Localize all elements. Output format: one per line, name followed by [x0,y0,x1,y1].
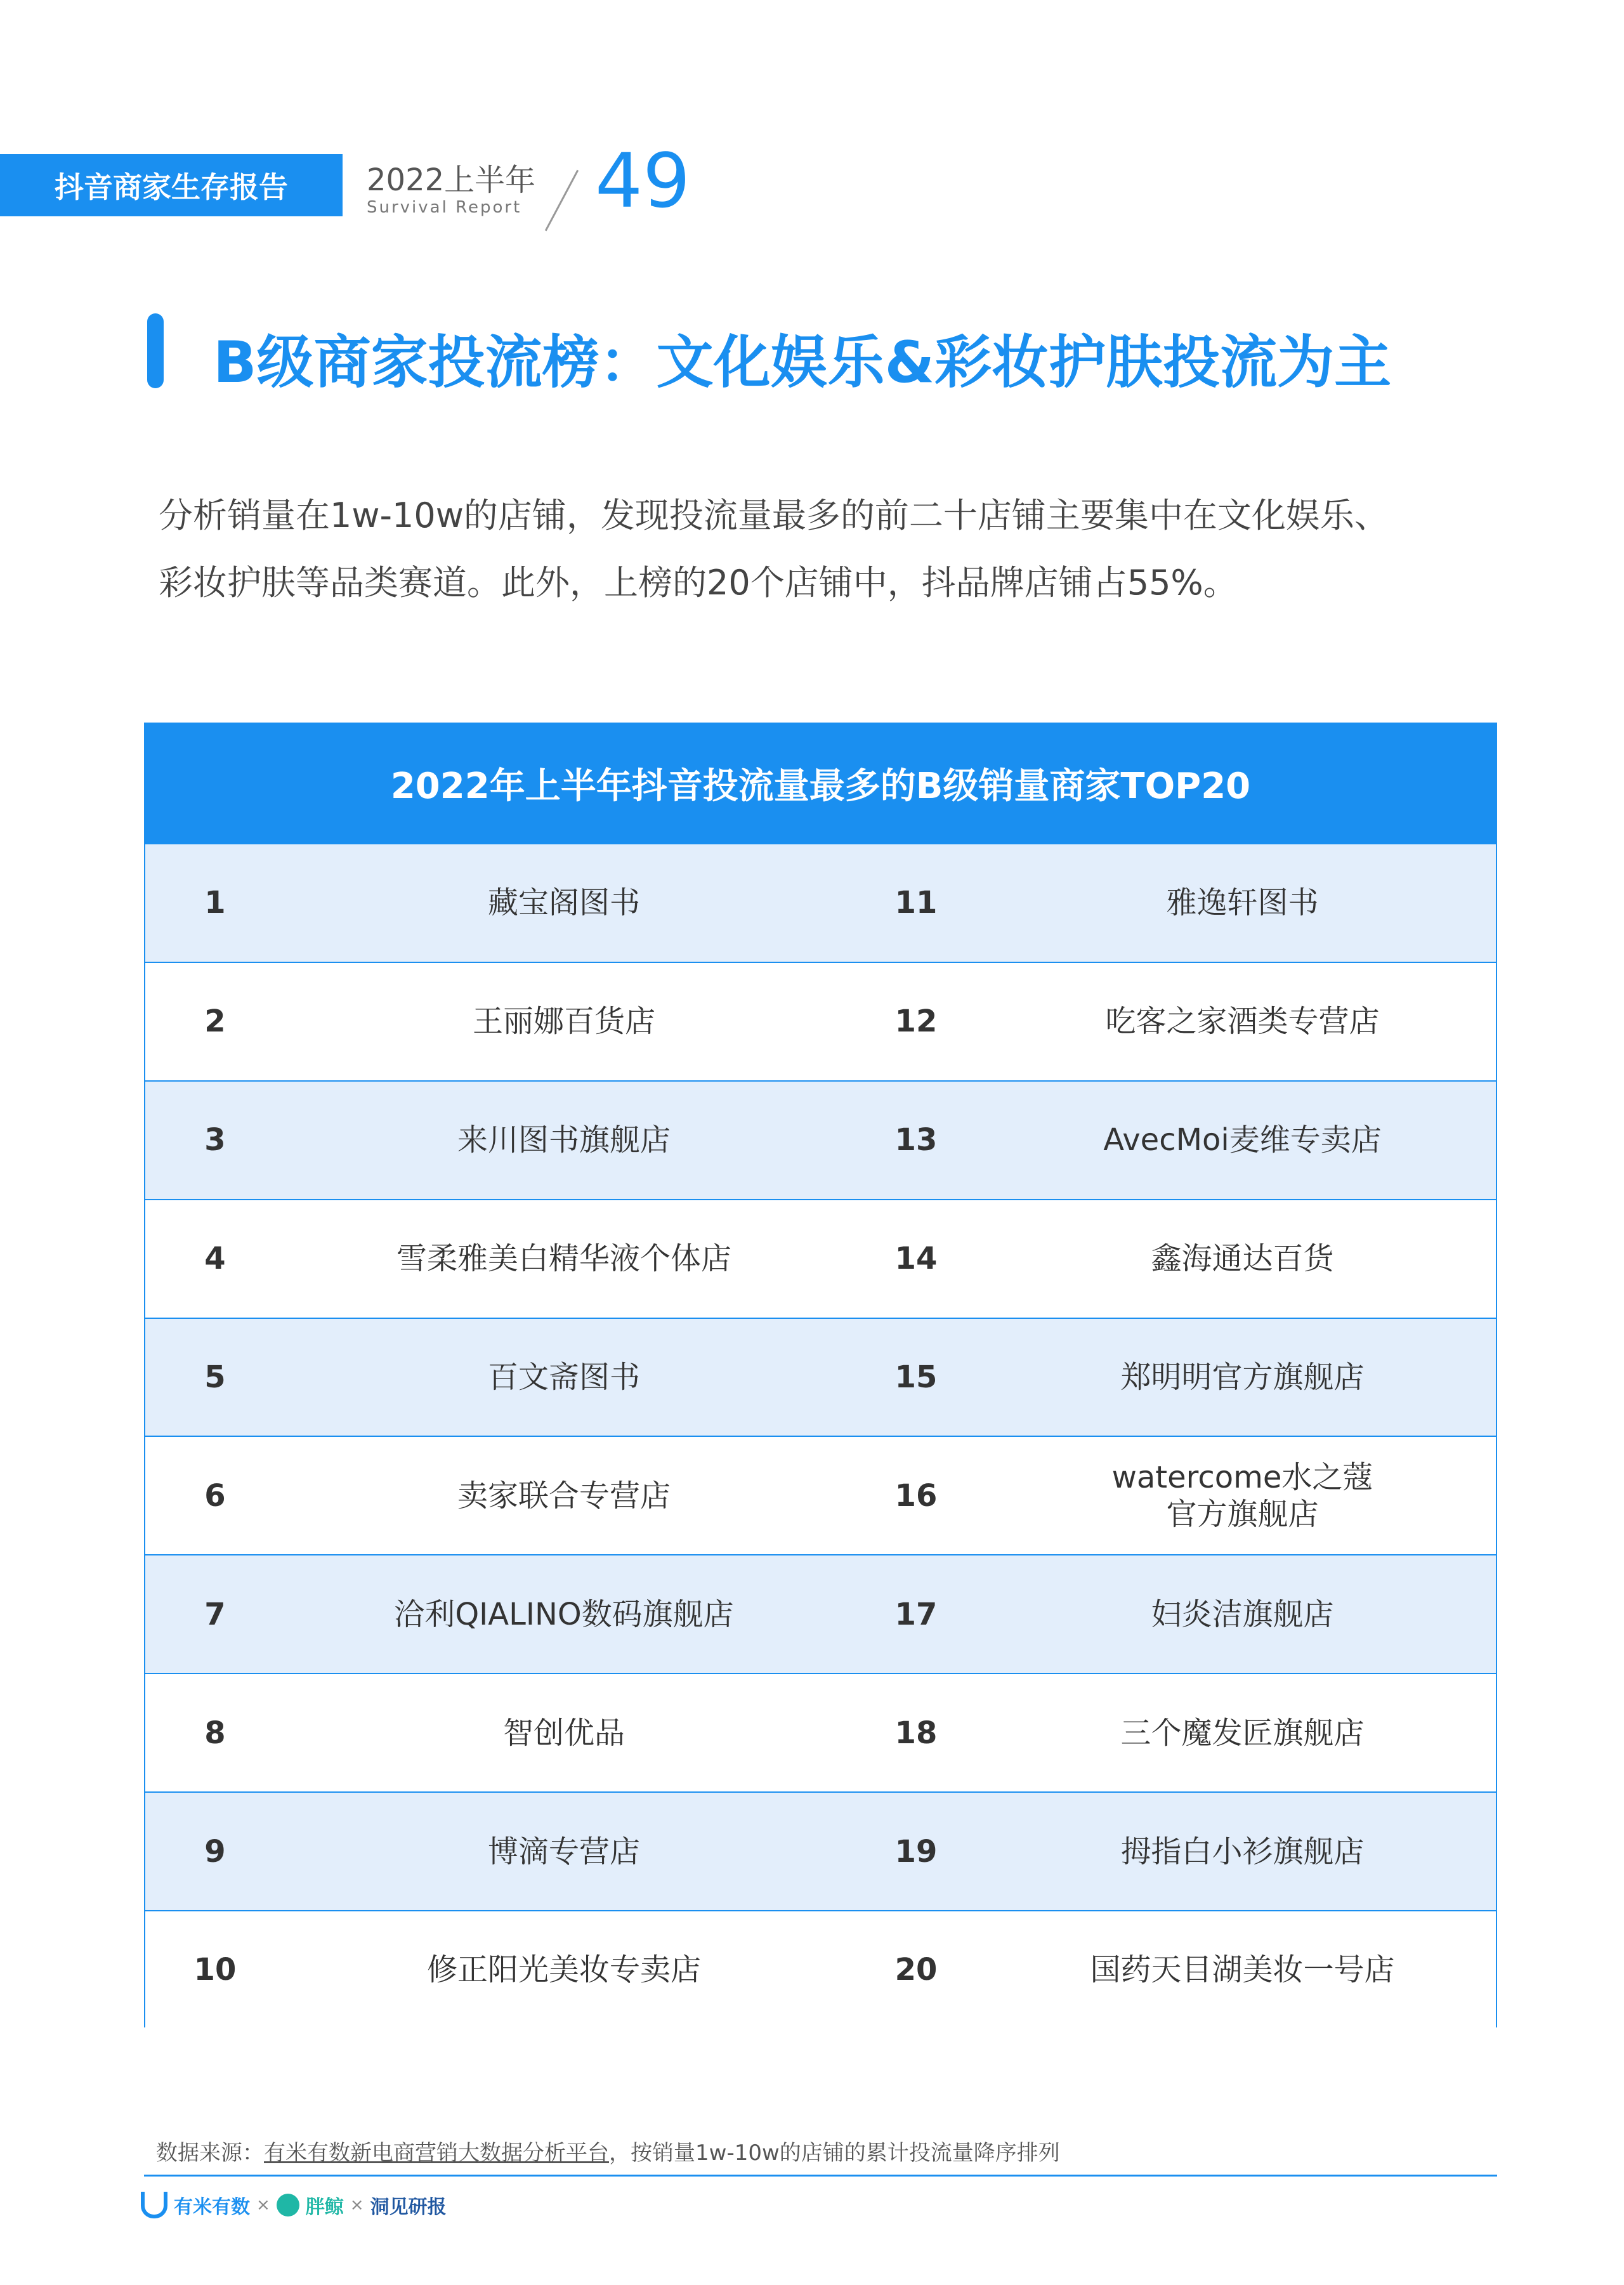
store-name-right-text: watercome水之蔻 官方旗舰店 [1111,1459,1373,1532]
store-name-right-cell [989,1437,1496,1554]
store-name-right-cell [989,1555,1496,1673]
logo-separator: × [256,2196,270,2215]
store-name-right-cell [989,1911,1496,2029]
rank-right-text: 16 [894,1477,938,1514]
youmi-logo-text: 有米有数 [174,2196,250,2218]
store-name-right-text: 国药天目湖美妆一号店 [1090,1952,1395,1988]
intro-line: 分析销量在1w-10w的店铺，发现投流量最多的前二十店铺主要集中在文化娱乐、 [159,495,1389,535]
rank-right-cell [843,1911,989,2029]
rank-right-text: 11 [894,885,938,921]
table-row [145,1199,1496,1318]
rank-left-cell [145,963,285,1080]
rank-right-text: 13 [894,1122,938,1158]
store-name-left-cell [285,1911,843,2029]
store-name-left-cell [285,1674,843,1791]
store-name-right-cell [989,844,1496,962]
rank-right-cell [843,963,989,1080]
pangjing-logo-icon [277,2194,299,2216]
store-name-left-text: 百文斋图书 [487,1359,640,1395]
source-prefix: 数据来源： [156,2140,264,2166]
rank-left-text: 2 [204,1004,226,1040]
source-suffix: ，按销量1w-10w的店铺的累计投流量降序排列 [609,2140,1060,2166]
store-name-left-text: 藏宝阁图书 [487,885,640,921]
store-name-right-cell [989,1793,1496,1910]
rank-left-text: 5 [204,1359,226,1395]
pangjing-logo-text: 胖鲸 [305,2196,344,2218]
table-row [145,1436,1496,1554]
store-name-right-text: 三个魔发匠旗舰店 [1120,1715,1365,1751]
rank-right-cell [843,1437,989,1554]
ranking-table [144,723,1497,2027]
rank-left-text: 10 [193,1952,237,1988]
youmi-logo-icon [141,2192,167,2218]
rank-right-cell [843,1200,989,1318]
store-name-left-cell [285,963,843,1080]
store-name-left-cell [285,1319,843,1436]
store-name-right-text: 郑明明官方旗舰店 [1120,1359,1365,1395]
rank-left-text: 8 [204,1715,226,1751]
rank-right-text: 12 [894,1004,938,1040]
table-row [145,1554,1496,1673]
rank-right-text: 14 [894,1241,938,1277]
rank-left-text: 7 [204,1596,226,1632]
store-name-right-text: 鑫海通达百货 [1151,1241,1334,1277]
rank-right-cell [843,1319,989,1436]
store-name-right-text: 妇炎洁旗舰店 [1151,1596,1334,1632]
store-name-left-text: 修正阳光美妆专卖店 [426,1952,701,1988]
report-subtitle: Survival Report [367,198,522,217]
page-number: 49 [595,137,691,225]
table-row [145,1318,1496,1436]
table-row [145,1080,1496,1199]
store-name-left-cell [285,844,843,962]
rank-right-text: 15 [894,1359,938,1395]
table-title: 2022年上半年抖音投流量最多的B级销量商家TOP20 [145,724,1496,843]
store-name-left-text: 洽利QIALINO数码旗舰店 [394,1596,734,1632]
store-name-left-cell [285,1200,843,1318]
source-link[interactable]: 有米有数新电商营销大数据分析平台 [264,2140,609,2166]
rank-left-cell [145,1674,285,1791]
rank-right-cell [843,1082,989,1199]
store-name-left-cell [285,1437,843,1554]
table-row [145,962,1496,1080]
dongjian-logo-text: 洞见研报 [370,2196,447,2218]
store-name-left-text: 智创优品 [502,1715,625,1751]
store-name-left-cell [285,1082,843,1199]
store-name-right-text: AvecMoi麦维专卖店 [1103,1122,1382,1158]
data-source [156,2135,1060,2166]
store-name-right-cell [989,1319,1496,1436]
store-name-left-text: 来川图书旗舰店 [457,1122,671,1158]
store-name-right-text: 拇指白小衫旗舰店 [1120,1833,1365,1869]
header-divider [545,170,579,232]
rank-left-cell [145,1437,285,1554]
rank-left-cell [145,1082,285,1199]
table-row [145,1910,1496,2029]
store-name-right-text: 雅逸轩图书 [1166,885,1319,921]
rank-left-text: 3 [204,1122,226,1158]
rank-right-cell [843,1674,989,1791]
rank-right-cell [843,1793,989,1910]
store-name-left-text: 王丽娜百货店 [472,1004,655,1040]
store-name-left-text: 博滴专营店 [487,1833,640,1869]
table-body [145,843,1496,2029]
store-name-right-cell [989,1674,1496,1791]
rank-left-cell [145,844,285,962]
rank-right-text: 18 [894,1715,938,1751]
table-row [145,1791,1496,1910]
store-name-left-cell [285,1793,843,1910]
logo-separator: × [350,2196,364,2215]
rank-right-cell [843,844,989,962]
rank-right-text: 20 [894,1952,938,1988]
title-accent-bar [147,313,164,388]
store-name-right-text: 吃客之家酒类专营店 [1105,1004,1380,1040]
store-name-right-cell [989,1200,1496,1318]
rank-right-text: 17 [894,1596,938,1632]
store-name-right-cell [989,1082,1496,1199]
table-row [145,843,1496,962]
store-name-left-text: 卖家联合专营店 [457,1477,671,1514]
intro-line: 彩妆护肤等品类赛道。此外，上榜的20个店铺中，抖品牌店铺占55%。 [159,563,1238,603]
rank-right-cell [843,1555,989,1673]
store-name-right-cell [989,963,1496,1080]
rank-left-cell [145,1200,285,1318]
rank-left-cell [145,1911,285,2029]
intro-paragraph [159,482,1522,617]
rank-left-text: 6 [204,1477,226,1514]
footer-logos [141,2191,447,2219]
rank-left-text: 9 [204,1833,226,1869]
rank-left-cell [145,1555,285,1673]
table-row [145,1673,1496,1791]
report-name-tag: 抖音商家生存报告 [0,154,343,216]
rank-left-text: 4 [204,1241,226,1277]
rank-left-cell [145,1319,285,1436]
rank-left-text: 1 [204,885,226,921]
rank-right-text: 19 [894,1833,938,1869]
store-name-left-text: 雪柔雅美白精华液个体店 [396,1241,731,1277]
report-period: 2022上半年 [367,162,536,198]
rank-left-cell [145,1793,285,1910]
store-name-left-cell [285,1555,843,1673]
footer-divider [144,2175,1497,2177]
page-title: B级商家投流榜：文化娱乐&彩妆护肤投流为主 [213,329,1392,396]
